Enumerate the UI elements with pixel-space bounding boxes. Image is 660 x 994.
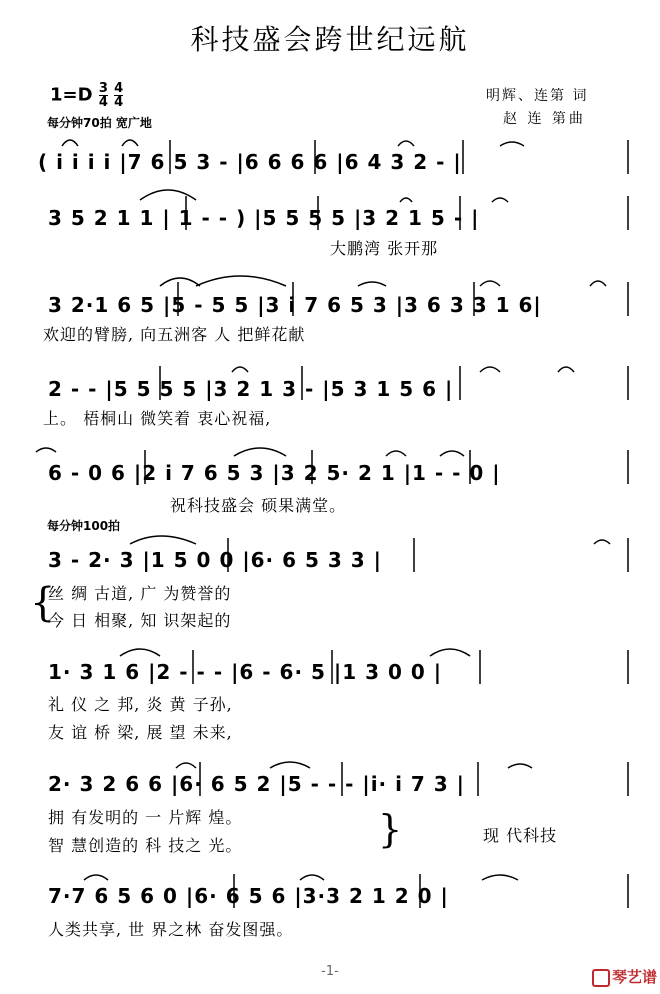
score-line-9: 7·7 6 5 6 0 |6· 6 5 6 |3·3 2 1 2 0 |	[48, 884, 449, 908]
lyric-line-9: 人类共享, 世 界之林 奋发图强。	[48, 920, 294, 939]
lyric-line-3: 欢迎的臂膀, 向五洲客 人 把鲜花献	[43, 325, 306, 344]
composer-credit: 赵 连 第曲	[503, 111, 586, 127]
score-line-5: 6 - 0 6 |2 i 7 6 5 3 |3 2 5· 2 1 |1 - - 0 |	[48, 461, 501, 485]
lyric-line-7b: 友 谊 桥 梁, 展 望 未来,	[48, 723, 233, 742]
key-label: 1=D	[50, 84, 93, 106]
verse-brace-left: {	[30, 580, 56, 626]
lyric-line-8b: 智 慧创造的 科 技之 光。	[48, 836, 243, 855]
watermark-logo: 琴艺谱	[592, 966, 657, 987]
score-line-4: 2 - - |5 5 5 5 |3 2 1 3 - |5 3 1 5 6 |	[48, 377, 454, 401]
time-signature-1: $\frac{3}{4}$	[98, 81, 108, 110]
score-line-7: 1· 3 1 6 |2 - - - |6 - 6· 5 |1 3 0 0 |	[48, 660, 443, 684]
score-line-1: ( i i i i |7 6 5 3 - |6 6 6 6 |6 4 3 2 - |	[38, 150, 462, 174]
tempo-marking-2: 每分钟100拍	[47, 519, 121, 533]
lyric-line-6a: 丝 绸 古道, 广 为赞誉的	[48, 584, 232, 603]
time-signature-2: $\frac{4}{4}$	[114, 81, 124, 110]
score-line-2: 3 5 2 1 1 | 1 - - ) |5 5 5 5 |3 2 1 5 - |	[48, 206, 480, 230]
refrain-lyric: 现 代科技	[483, 826, 558, 845]
page-number: -1-	[321, 964, 339, 979]
lyric-line-2: 大鹏湾 张开那	[330, 239, 439, 258]
lyric-line-6b: 今 日 相聚, 知 识架起的	[48, 611, 232, 630]
lyricist-credit: 明辉、连第 词	[486, 88, 589, 104]
watermark-icon	[592, 969, 610, 987]
tempo-marking-1: 每分钟70拍 宽广地	[47, 116, 152, 130]
lyric-line-8a: 拥 有发明的 一 片辉 煌。	[48, 808, 243, 827]
lyric-line-5: 祝科技盛会 硕果满堂。	[170, 496, 347, 515]
score-line-8: 2· 3 2 6 6 |6· 6 5 2 |5 - - - |i· i 7 3 |	[48, 772, 465, 796]
verse-brace-right: }	[378, 807, 403, 851]
score-line-3: 3 2·1 6 5 |5 - 5 5 |3 i 7 6 5 3 |3 6 3 3 1 6|	[48, 293, 542, 317]
score-line-6: 3 - 2· 3 |1 5 0 0 |6· 6 5 3 3 |	[48, 548, 382, 572]
page-title: 科技盛会跨世纪远航	[190, 23, 470, 56]
lyric-line-7a: 礼 仪 之 邦, 炎 黄 子孙,	[48, 695, 233, 714]
lyric-line-4: 上。 梧桐山 微笑着 衷心祝福,	[43, 409, 272, 428]
